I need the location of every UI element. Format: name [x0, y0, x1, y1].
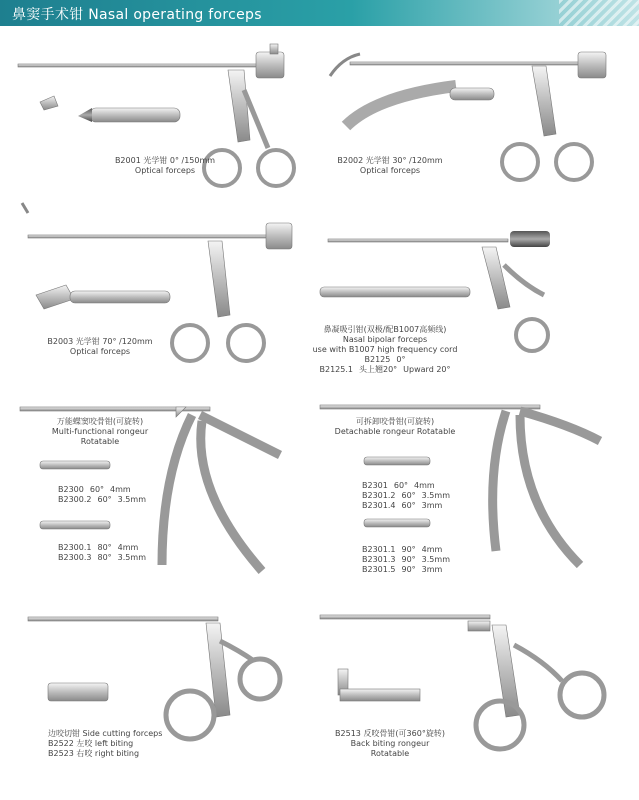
spec-row — [362, 501, 450, 511]
spec-angle: 60° — [401, 501, 416, 510]
spec-code: B2300 — [58, 485, 84, 494]
spec-size: 4mm — [414, 481, 435, 490]
caption-line: Optical forceps — [359, 166, 421, 175]
spec-row — [58, 495, 146, 505]
spec-angle-en: Upward 20° — [403, 365, 451, 374]
product-b2513 — [320, 605, 639, 795]
spec-size: 4mm — [421, 545, 443, 554]
caption-line: B2522 左咬 left biting — [48, 739, 134, 748]
product-b2301 — [320, 395, 639, 590]
spec-angle: 80° — [97, 543, 112, 552]
spec-row — [362, 555, 450, 565]
page-header — [0, 0, 639, 26]
spec-code: B2301.3 — [362, 555, 396, 564]
spec-code: B2301.4 — [362, 501, 396, 510]
caption-line: Back biting rongeur — [350, 739, 430, 748]
spec-row — [58, 485, 146, 495]
spec-size: 3.5mm — [117, 553, 146, 562]
caption-line: 可拆卸咬骨钳(可旋转) — [355, 417, 435, 426]
caption-line: B2001 光学钳 0° /150mm — [114, 156, 216, 165]
spec-code: B2300.2 — [58, 495, 92, 504]
caption-line: 鼻凝吸引钳(双极/配B1007高频线) — [323, 325, 447, 334]
spec-angle: 头上翘20° — [358, 365, 398, 374]
spec-row — [362, 565, 450, 575]
product-b2300 — [0, 395, 320, 590]
product-b2002 — [320, 30, 639, 190]
spec-row — [58, 543, 146, 553]
spec-code: B2301 — [362, 481, 388, 490]
caption-line: use with B1007 high frequency cord — [312, 345, 458, 354]
caption-line: B2002 光学钳 30° /120mm — [337, 156, 443, 165]
spec-angle: 60° — [97, 495, 112, 504]
instrument-illustration — [0, 605, 320, 795]
caption-line: B2523 右咬 right biting — [48, 749, 140, 758]
spec-angle: 90° — [401, 555, 416, 564]
spec-angle: 80° — [97, 553, 112, 562]
caption-line: Rotatable — [370, 749, 410, 758]
spec-size: 3mm — [421, 501, 443, 510]
page-title: 鼻窦手术钳 Nasal operating forceps — [12, 7, 262, 23]
spec-code: B2301.2 — [362, 491, 396, 500]
spec-row — [310, 365, 460, 375]
spec-code: B2301.1 — [362, 545, 396, 554]
spec-size: 3.5mm — [421, 491, 450, 500]
product-b2001 — [0, 30, 320, 190]
spec-code: B2300.3 — [58, 553, 92, 562]
caption-line: Nasal bipolar forceps — [342, 335, 428, 344]
instrument-illustration — [320, 605, 639, 795]
caption-line: Detachable rongeur Rotatable — [334, 427, 456, 436]
spec-size: 4mm — [117, 543, 139, 552]
spec-angle: 0° — [396, 355, 406, 364]
spec-angle: 60° — [393, 481, 409, 490]
spec-row — [58, 553, 146, 563]
product-b2003 — [0, 195, 320, 380]
caption-line: B2003 光学钳 70° /120mm — [47, 337, 153, 346]
spec-row — [362, 491, 450, 501]
spec-code: B2125.1 — [319, 365, 353, 374]
caption-line: Rotatable — [80, 437, 120, 446]
spec-row — [362, 481, 450, 491]
spec-size: 3mm — [421, 565, 443, 574]
product-b2125 — [312, 195, 639, 380]
caption-line: Multi-functional rongeur — [51, 427, 149, 436]
spec-size: 4mm — [110, 485, 131, 494]
spec-code: B2301.5 — [362, 565, 396, 574]
product-b2522 — [0, 605, 320, 795]
spec-code: B2300.1 — [58, 543, 92, 552]
header-stripes — [559, 0, 639, 26]
spec-size: 3.5mm — [421, 555, 450, 564]
spec-row — [362, 545, 450, 555]
caption-line: Optical forceps — [134, 166, 196, 175]
caption-line: Optical forceps — [69, 347, 131, 356]
spec-angle: 60° — [401, 491, 416, 500]
caption-line: B2513 反咬骨钳(可360°旋转) — [335, 729, 445, 738]
spec-angle: 90° — [401, 545, 416, 554]
spec-code: B2125 — [364, 355, 391, 364]
caption-line: 边咬切钳 Side cutting forceps — [48, 729, 163, 738]
spec-size: 3.5mm — [117, 495, 146, 504]
spec-angle: 90° — [401, 565, 416, 574]
spec-angle: 60° — [89, 485, 105, 494]
spec-row — [310, 355, 460, 365]
caption-line: 万能蝶窦咬骨钳(可旋转) — [56, 417, 144, 426]
